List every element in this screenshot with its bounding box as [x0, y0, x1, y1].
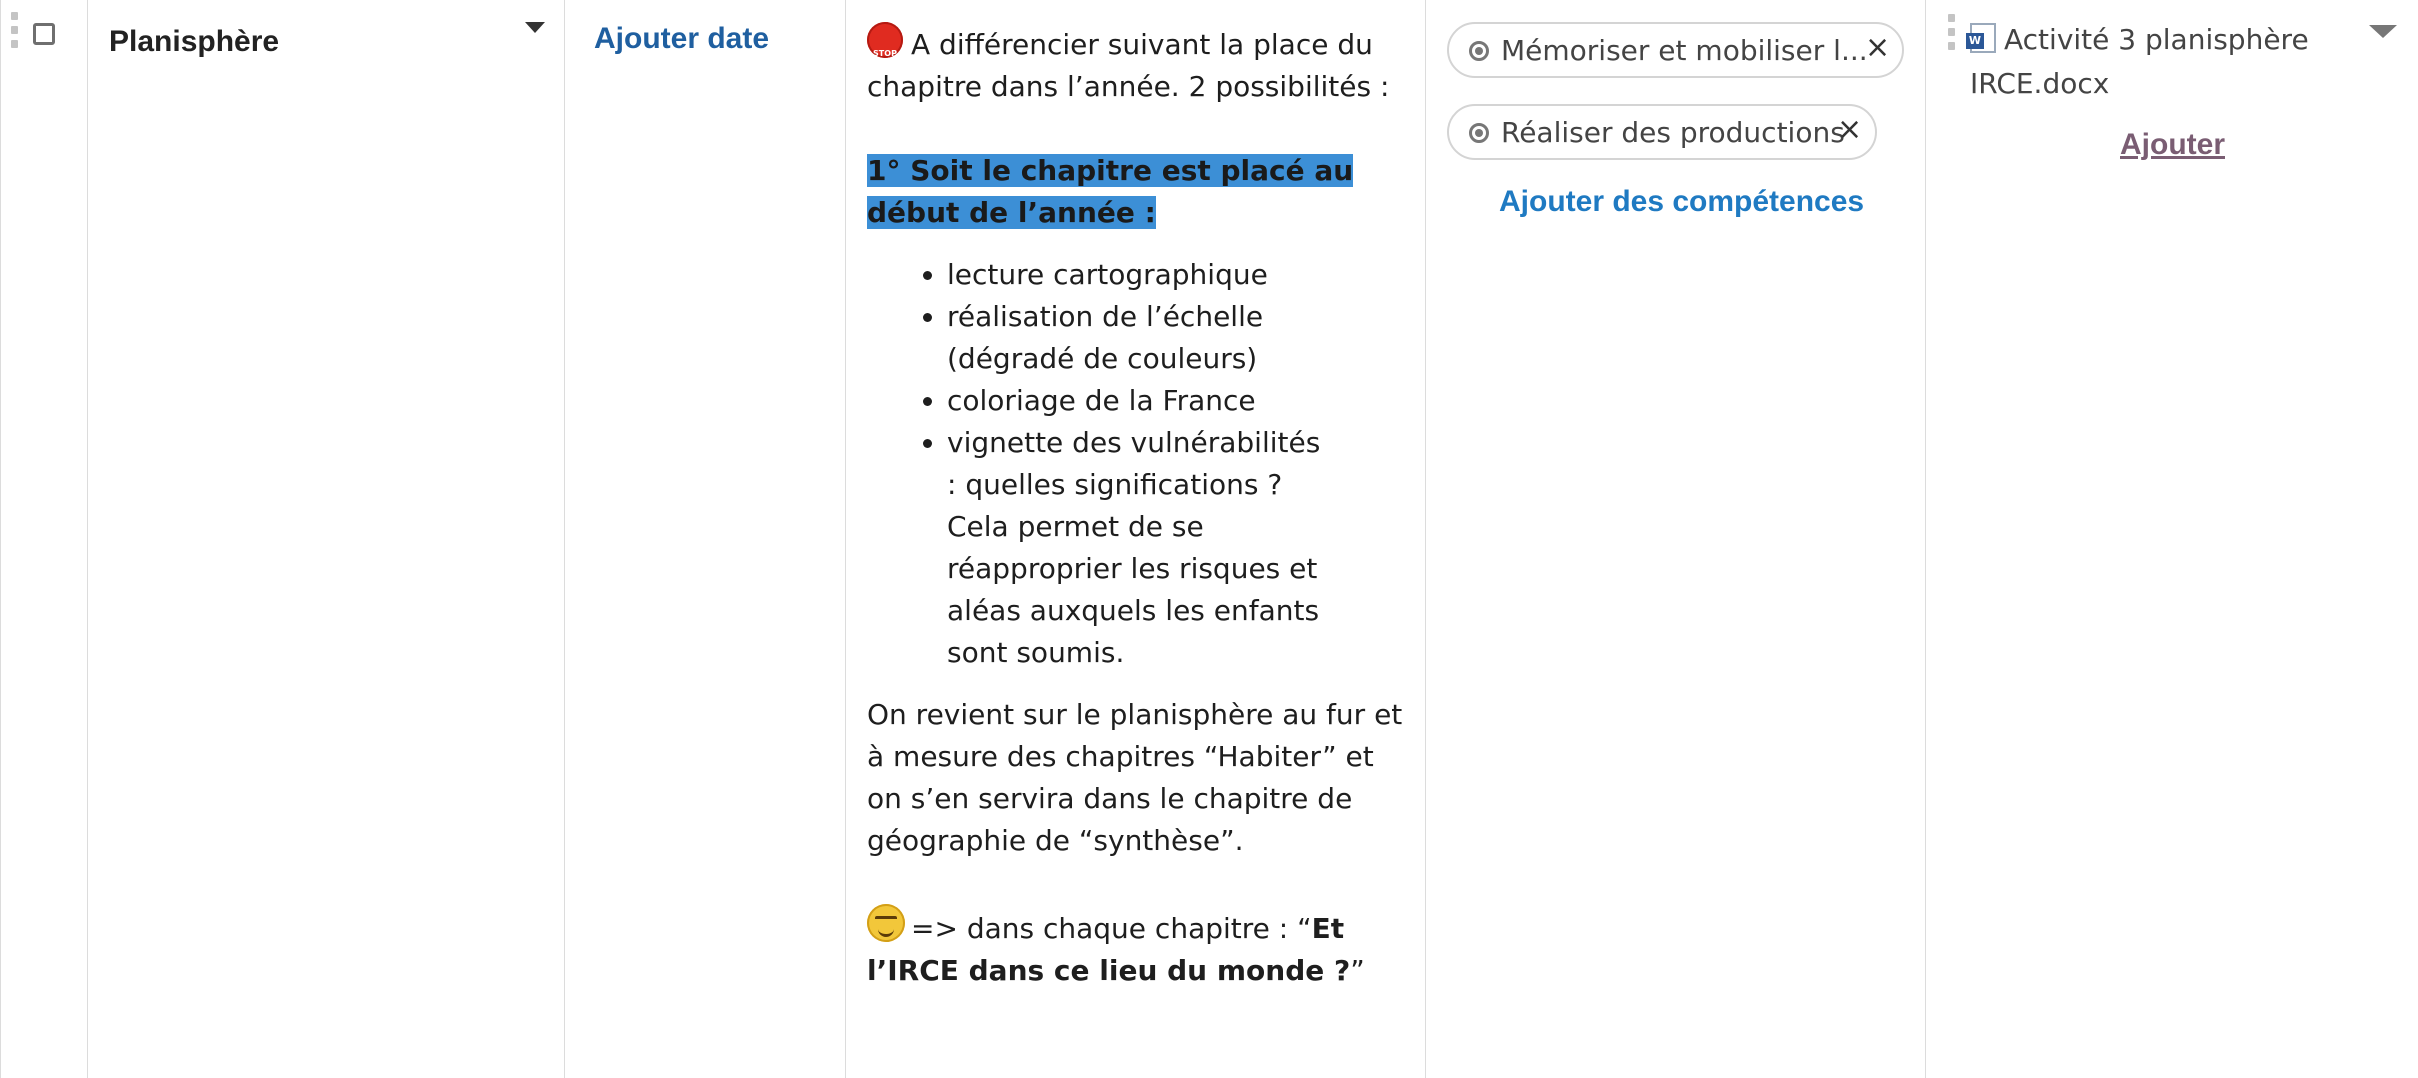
- description-intro: A différencier suivant la place du chapitre dans l’année. 2 possibilités :: [867, 28, 1390, 103]
- list-item: • coloriage de la France: [947, 380, 1327, 422]
- resources-cell: [1925, 0, 2418, 1078]
- description-paragraph: On revient sur le planisphère au fur et à mesure des chapitres “Habiter” et on s’en servira dans le chapitre de géographie de “synthèse”.: [867, 698, 1403, 857]
- description-highlight: 1° Soit le chapitre est placé au début de l’année :: [867, 154, 1354, 229]
- row-checkbox[interactable]: [33, 23, 55, 45]
- close-icon[interactable]: ×: [1865, 30, 1891, 65]
- skill-chip[interactable]: [1447, 104, 1877, 160]
- smiley-icon: [867, 904, 905, 942]
- add-resource-link[interactable]: Ajouter: [2120, 128, 2225, 161]
- list-item: • lecture cartographique: [947, 254, 1327, 296]
- title-dropdown-icon[interactable]: [525, 22, 545, 33]
- resource-dropdown-icon[interactable]: [2369, 25, 2397, 38]
- drag-handle-icon[interactable]: [11, 12, 31, 52]
- resource-file-name: Activité 3 planisphère IRCE.docx: [1970, 23, 2309, 100]
- drag-handle-icon[interactable]: [1948, 14, 1968, 54]
- target-icon: [1469, 123, 1489, 143]
- target-icon: [1469, 41, 1489, 61]
- title-cell: [87, 0, 564, 1078]
- close-icon[interactable]: ×: [1837, 112, 1863, 147]
- skill-chip-label: Réaliser des productions: [1501, 116, 1845, 149]
- skill-chip[interactable]: [1447, 22, 1904, 78]
- description-footer-suffix: ”: [1350, 954, 1365, 987]
- list-item: • réalisation de l’échelle (dégradé de couleurs): [947, 296, 1327, 380]
- description-bullets: [867, 254, 1327, 674]
- description-footer-bold: Et l’IRCE dans ce lieu du monde ?: [867, 912, 1351, 987]
- resource-file[interactable]: [1970, 18, 2330, 106]
- date-cell: [564, 0, 845, 1078]
- list-item: • vignette des vulnérabilités : quelles significations ? Cela permet de se réapproprier les risques et aléas auxquels les enfants sont soumis.: [947, 422, 1327, 674]
- description-cell: [845, 0, 1425, 1078]
- row-title: Planisphère: [109, 25, 280, 58]
- word-doc-icon: [1970, 23, 1996, 53]
- skills-cell: [1425, 0, 1925, 1078]
- skill-chip-label: Mémoriser et mobiliser l...: [1501, 34, 1868, 67]
- description-text: [867, 22, 1407, 992]
- description-footer-prefix: => dans chaque chapitre : “: [911, 912, 1312, 945]
- select-cell: [0, 0, 87, 1078]
- add-date-link[interactable]: Ajouter date: [594, 22, 770, 55]
- stop-sign-icon: [867, 22, 903, 58]
- add-skills-link[interactable]: Ajouter des compétences: [1499, 185, 1865, 218]
